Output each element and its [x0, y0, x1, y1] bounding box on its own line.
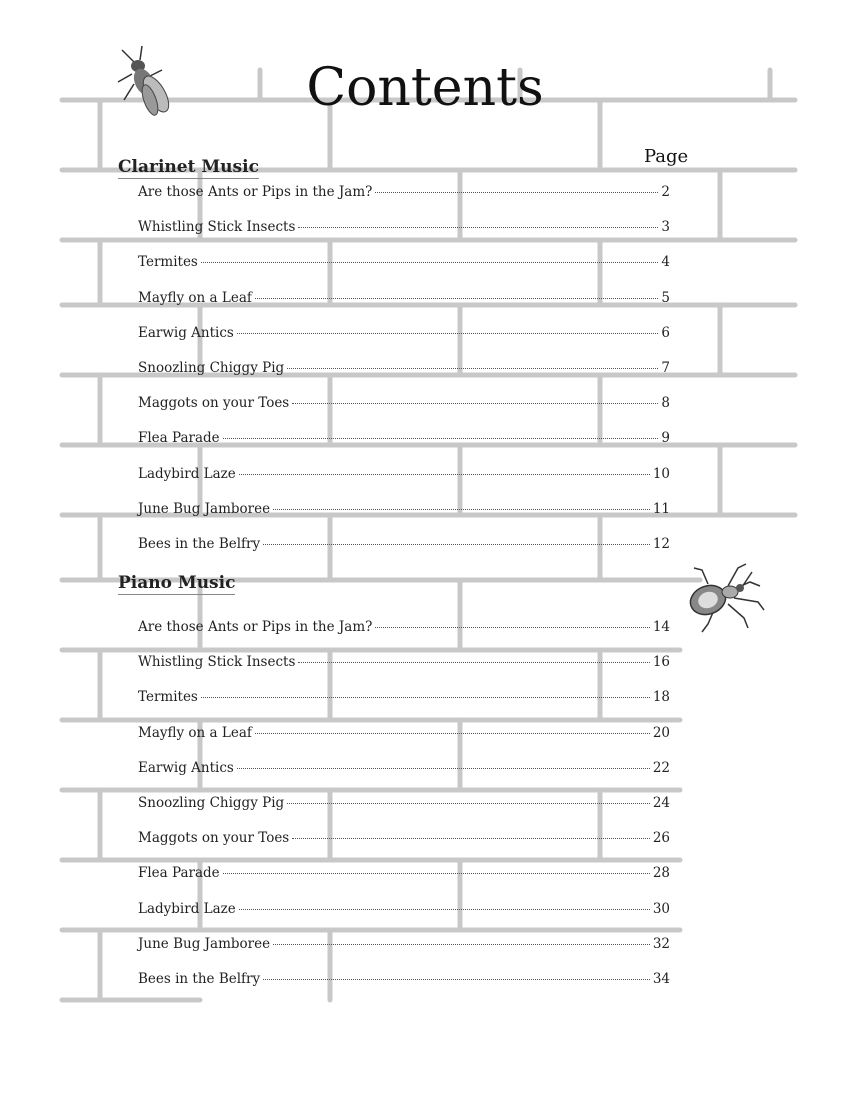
- toc-entry-page: 7: [661, 360, 670, 376]
- toc-entry-title: Mayfly on a Leaf: [138, 724, 252, 741]
- page-title: Contents: [306, 58, 544, 118]
- toc-entry-title: Ladybird Laze: [138, 465, 236, 482]
- toc-entry-page: 8: [661, 395, 670, 412]
- toc-entry[interactable]: [138, 430, 670, 450]
- toc-entry[interactable]: [138, 689, 670, 709]
- dot-leader: [237, 768, 650, 769]
- dot-leader: [223, 873, 650, 874]
- toc-entry[interactable]: [138, 619, 670, 639]
- toc-entry-title: Are those Ants or Pips in the Jam?: [138, 619, 373, 635]
- dot-leader: [292, 838, 650, 839]
- dot-leader: [375, 192, 658, 193]
- dot-leader: [255, 733, 650, 734]
- toc-entry[interactable]: [138, 254, 670, 274]
- toc-entry-title: Are those Ants or Pips in the Jam?: [138, 184, 373, 200]
- toc-entry[interactable]: [138, 760, 670, 780]
- toc-entry-title: Maggots on your Toes: [138, 395, 290, 412]
- toc-entry-title: Earwig Antics: [138, 759, 234, 776]
- toc-entry[interactable]: [138, 466, 670, 486]
- toc-entry-title: Flea Parade: [138, 865, 220, 882]
- toc-entry-page: 22: [652, 759, 670, 776]
- dot-leader: [263, 544, 650, 545]
- toc-entry[interactable]: [138, 865, 670, 885]
- toc-entry[interactable]: [138, 360, 670, 380]
- toc-entry-title: June Bug Jamboree: [138, 935, 271, 952]
- dot-leader: [287, 803, 650, 804]
- toc-entry[interactable]: [138, 325, 670, 345]
- toc-entry-page: 12: [652, 536, 670, 552]
- toc-entry-page: 14: [652, 619, 670, 635]
- page-column-header: Page: [644, 146, 689, 167]
- toc-entry-page: 32: [652, 935, 670, 952]
- dot-leader: [273, 944, 650, 945]
- toc-entry-page: 30: [652, 900, 670, 917]
- toc-entry-title: Earwig Antics: [138, 324, 234, 341]
- toc-entry-page: 18: [652, 689, 670, 706]
- dot-leader: [298, 227, 658, 228]
- toc-entry-title: Maggots on your Toes: [138, 830, 290, 847]
- dot-leader: [255, 298, 659, 299]
- dot-leader: [263, 979, 650, 980]
- toc-entry-title: Mayfly on a Leaf: [138, 289, 252, 306]
- toc-entry-title: Bees in the Belfry: [138, 536, 261, 552]
- dot-leader: [239, 909, 650, 910]
- toc-entry-title: Flea Parade: [138, 430, 220, 447]
- toc-entry-page: 3: [661, 219, 670, 236]
- toc-entry[interactable]: [138, 395, 670, 415]
- toc-entry-page: 5: [661, 289, 670, 306]
- toc-entry[interactable]: [138, 501, 670, 521]
- toc-entry-page: 2: [661, 184, 670, 200]
- toc-entry-title: Termites: [138, 689, 198, 706]
- toc-entry-page: 10: [652, 465, 670, 482]
- dot-leader: [287, 368, 658, 369]
- toc-entry[interactable]: [138, 219, 670, 239]
- toc-entry[interactable]: [138, 830, 670, 850]
- toc-entry-page: 9: [661, 430, 670, 447]
- toc-entry-title: Bees in the Belfry: [138, 971, 261, 987]
- beetle-icon: [678, 562, 768, 634]
- toc-entry-page: 4: [661, 254, 670, 271]
- toc-entry[interactable]: [138, 795, 670, 815]
- dot-leader: [201, 262, 659, 263]
- toc-entry-title: June Bug Jamboree: [138, 500, 271, 517]
- toc-entry[interactable]: [138, 725, 670, 745]
- toc-entry-page: 11: [652, 500, 670, 517]
- toc-entry-page: 16: [652, 654, 670, 671]
- dot-leader: [237, 333, 659, 334]
- toc-entry[interactable]: [138, 971, 670, 991]
- dot-leader: [298, 662, 649, 663]
- toc-entry-page: 28: [652, 865, 670, 882]
- dot-leader: [223, 438, 659, 439]
- toc-entry-page: 6: [661, 324, 670, 341]
- section-heading-clarinet: Clarinet Music: [118, 157, 259, 177]
- toc-entry-title: Termites: [138, 254, 198, 271]
- toc-entry[interactable]: [138, 290, 670, 310]
- dot-leader: [273, 509, 650, 510]
- toc-entry[interactable]: [138, 936, 670, 956]
- toc-entry-title: Whistling Stick Insects: [138, 219, 296, 236]
- toc-entry[interactable]: [138, 536, 670, 556]
- toc-entry-page: 26: [652, 830, 670, 847]
- toc-entry-page: 24: [652, 795, 670, 811]
- dot-leader: [292, 403, 658, 404]
- toc-entry-title: Snoozling Chiggy Pig: [138, 795, 285, 811]
- section-heading-piano: Piano Music: [118, 573, 236, 593]
- dot-leader: [239, 474, 650, 475]
- toc-entry-title: Whistling Stick Insects: [138, 654, 296, 671]
- toc-entry[interactable]: [138, 654, 670, 674]
- toc-entry-page: 34: [652, 971, 670, 987]
- toc-entry[interactable]: [138, 901, 670, 921]
- toc-entry-page: 20: [652, 724, 670, 741]
- dot-leader: [201, 697, 650, 698]
- toc-entry[interactable]: [138, 184, 670, 204]
- toc-entry-title: Ladybird Laze: [138, 900, 236, 917]
- dot-leader: [375, 627, 649, 628]
- toc-entry-title: Snoozling Chiggy Pig: [138, 360, 285, 376]
